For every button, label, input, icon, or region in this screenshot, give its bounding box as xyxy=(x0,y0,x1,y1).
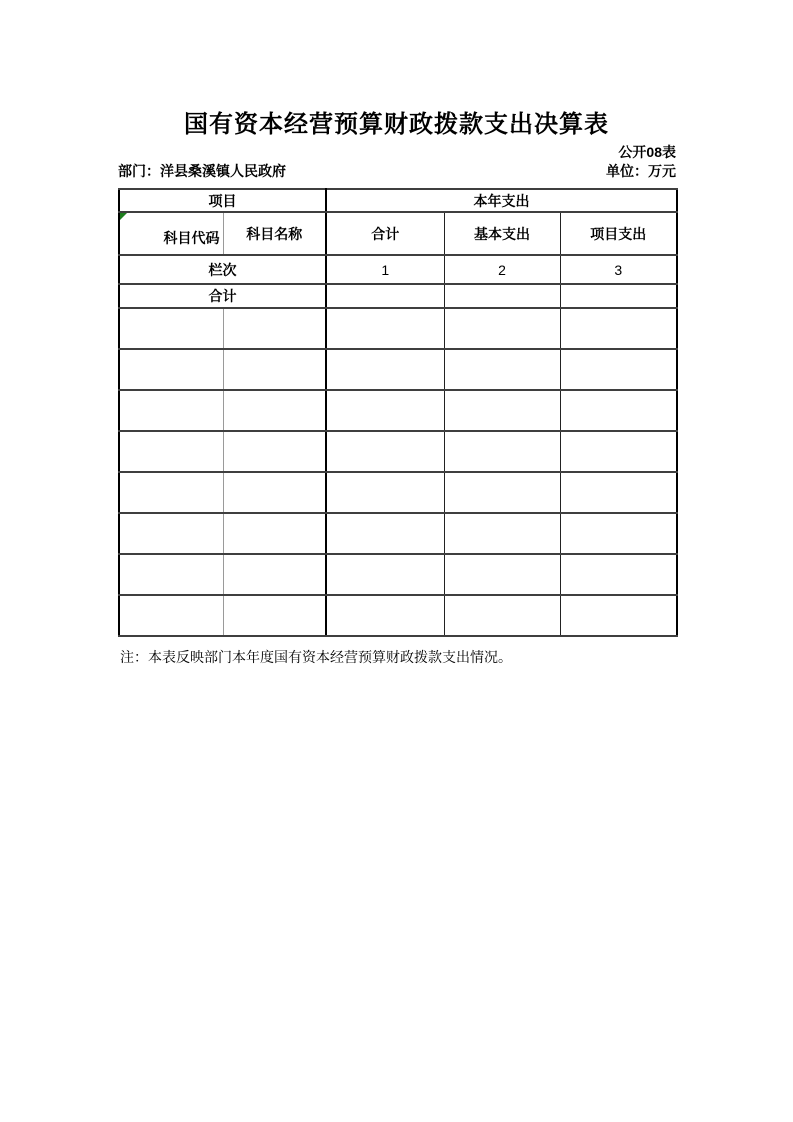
table-cell xyxy=(119,513,223,554)
table-cell xyxy=(223,595,326,636)
table-cell xyxy=(444,513,560,554)
total-row-value-2 xyxy=(444,284,560,308)
header-subject-code xyxy=(119,212,223,255)
table-note: 注：本表反映部门本年度国有资本经营预算财政拨款支出情况。 xyxy=(120,651,512,666)
header-project-expense: 项目支出 xyxy=(560,212,677,255)
total-row-value-3 xyxy=(560,284,677,308)
rank-number-2: 2 xyxy=(444,255,560,284)
table-cell xyxy=(560,554,677,595)
table-row-columns xyxy=(119,212,677,255)
table-cell xyxy=(223,431,326,472)
header-project-group: 项目 xyxy=(119,189,326,212)
table-cell xyxy=(119,472,223,513)
total-row-value-1 xyxy=(326,284,444,308)
table-cell xyxy=(560,390,677,431)
table-cell xyxy=(560,431,677,472)
table-row xyxy=(119,513,677,554)
table-cell xyxy=(119,431,223,472)
table-cell xyxy=(444,308,560,349)
table-row xyxy=(119,595,677,636)
table-cell xyxy=(326,431,444,472)
table-cell xyxy=(444,431,560,472)
table-row-groups xyxy=(119,189,677,212)
page-title: 国有资本经营预算财政拨款支出决算表 xyxy=(184,111,609,138)
total-row-label: 合计 xyxy=(119,284,326,308)
header-subject-code-label: 科目代码 xyxy=(163,230,220,246)
table-cell xyxy=(326,349,444,390)
table-cell xyxy=(444,472,560,513)
table-cell xyxy=(444,390,560,431)
table-row xyxy=(119,472,677,513)
table-body xyxy=(119,308,677,636)
meta-row xyxy=(118,161,676,181)
unit-label: 单位：万元 xyxy=(606,163,676,179)
rank-label: 栏次 xyxy=(119,255,326,284)
table-cell xyxy=(119,308,223,349)
table-cell xyxy=(560,308,677,349)
table-cell xyxy=(444,554,560,595)
table-cell xyxy=(119,349,223,390)
table-row xyxy=(119,308,677,349)
table-row-total xyxy=(119,284,677,308)
table-cell xyxy=(223,554,326,595)
table-row xyxy=(119,554,677,595)
header-year-expense-group: 本年支出 xyxy=(326,189,677,212)
table-header-rows xyxy=(119,189,677,308)
table-cell xyxy=(326,595,444,636)
table-cell xyxy=(119,595,223,636)
table-cell xyxy=(326,308,444,349)
table-row xyxy=(119,390,677,431)
table-cell xyxy=(223,513,326,554)
table-cell xyxy=(119,390,223,431)
table-cell xyxy=(560,472,677,513)
table-cell xyxy=(326,554,444,595)
table-row-rank xyxy=(119,255,677,284)
form-code-label: 公开08表 xyxy=(618,144,676,160)
table-cell xyxy=(560,349,677,390)
table-cell xyxy=(560,513,677,554)
table-cell xyxy=(326,472,444,513)
table-cell xyxy=(560,595,677,636)
table-row xyxy=(119,431,677,472)
header-subject-name: 科目名称 xyxy=(223,212,326,255)
table-cell xyxy=(119,554,223,595)
table-cell xyxy=(223,308,326,349)
excel-error-marker-icon xyxy=(120,213,127,220)
header-basic-expense: 基本支出 xyxy=(444,212,560,255)
header-total: 合计 xyxy=(326,212,444,255)
table-cell xyxy=(444,349,560,390)
table-cell xyxy=(223,349,326,390)
budget-table xyxy=(118,188,678,637)
table-cell xyxy=(326,513,444,554)
table-row xyxy=(119,349,677,390)
department-label: 部门：洋县桑溪镇人民政府 xyxy=(118,163,286,179)
table-cell xyxy=(326,390,444,431)
rank-number-1: 1 xyxy=(326,255,444,284)
table-cell xyxy=(223,472,326,513)
table-cell xyxy=(444,595,560,636)
rank-number-3: 3 xyxy=(560,255,677,284)
table-cell xyxy=(223,390,326,431)
